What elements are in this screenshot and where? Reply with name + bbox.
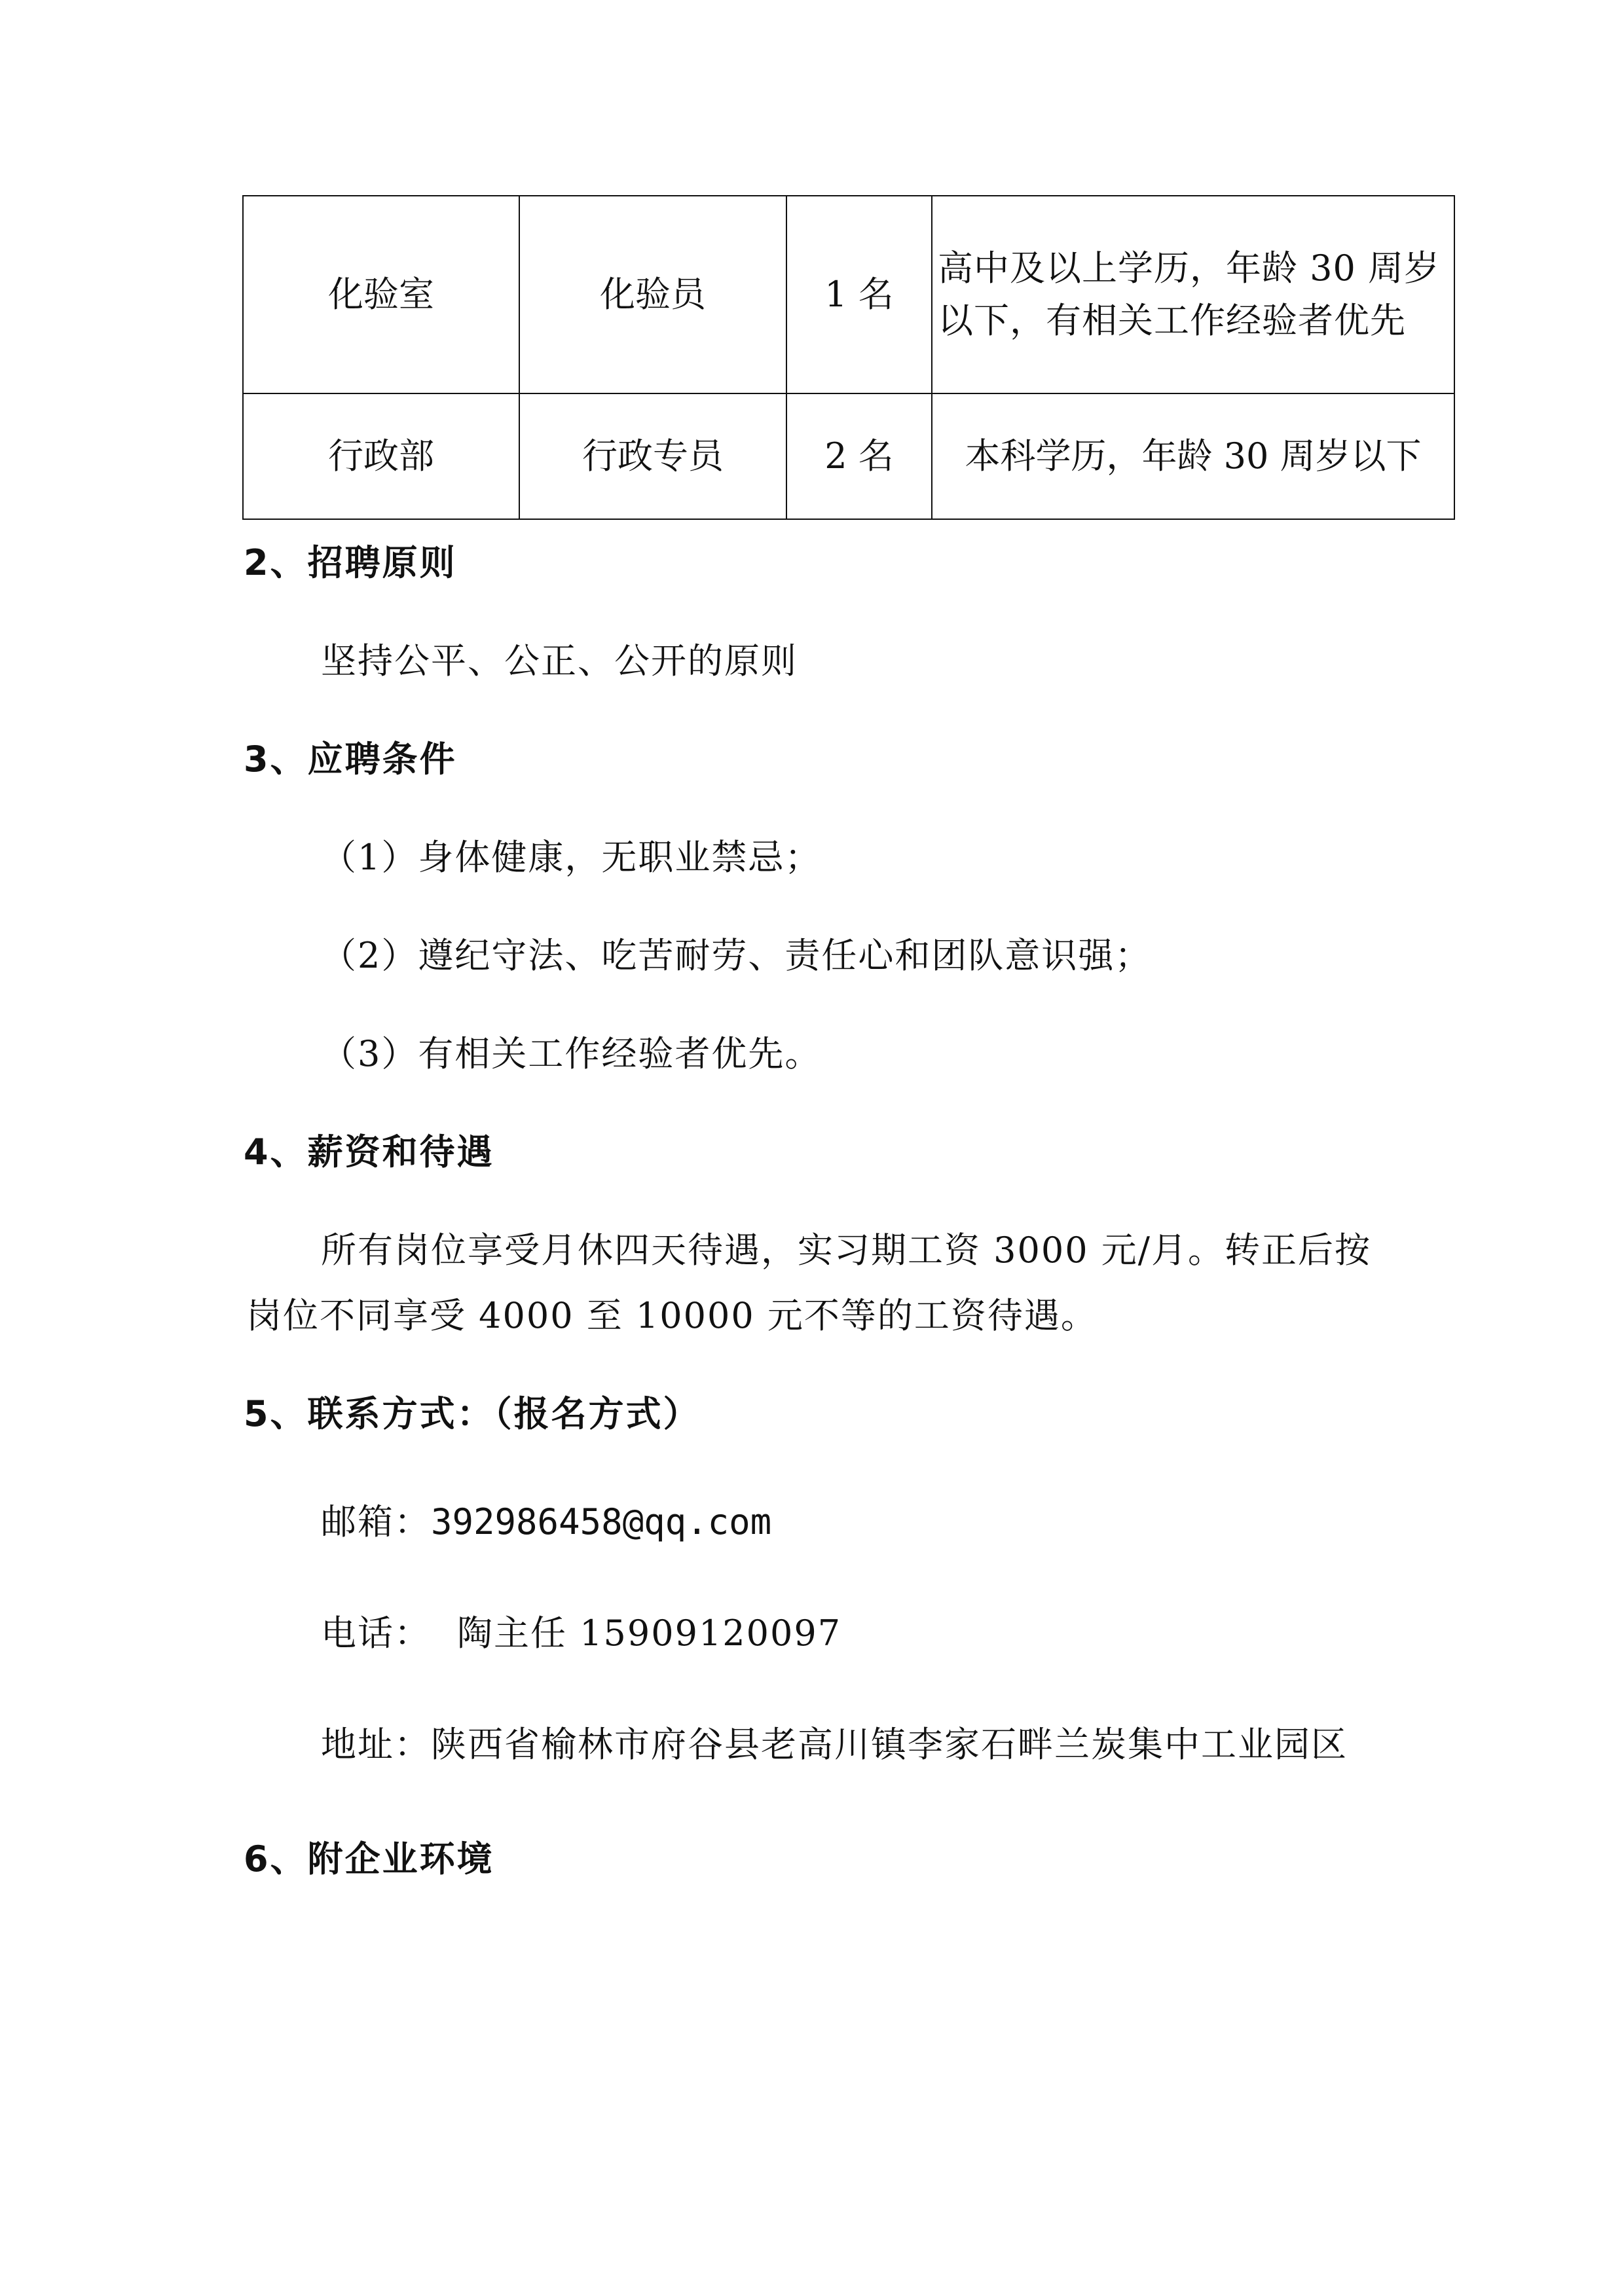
table-row <box>243 196 1454 393</box>
headcount-cell: 1 名 <box>786 196 932 393</box>
headcount-cell: 2 名 <box>786 393 932 519</box>
email-line <box>321 1499 771 1545</box>
section-heading: 3、应聘条件 <box>244 738 457 780</box>
position-cell: 行政专员 <box>519 393 786 519</box>
positions-table <box>242 195 1455 520</box>
email-label: 邮箱： <box>321 1501 431 1542</box>
paragraph-line: 所有岗位享受月休四天待遇，实习期工资 3000 元/月。转正后按 <box>321 1230 1371 1271</box>
department-cell: 化验室 <box>243 196 519 393</box>
address-label: 地址： <box>321 1724 431 1765</box>
phone-line <box>321 1611 841 1656</box>
section-heading: 2、招聘原则 <box>244 542 457 583</box>
department-cell: 行政部 <box>243 393 519 519</box>
list-item: （1）身体健康，无职业禁忌； <box>321 837 822 878</box>
position-cell: 化验员 <box>519 196 786 393</box>
section-heading: 5、联系方式：（报名方式） <box>244 1393 701 1434</box>
list-item: （3）有相关工作经验者优先。 <box>321 1033 822 1074</box>
paragraph-line: 岗位不同享受 4000 至 10000 元不等的工资待遇。 <box>246 1295 1098 1336</box>
email-address: 392986458@qq.com <box>431 1501 772 1542</box>
phone-contact: 陶主任 15909120097 <box>457 1613 842 1654</box>
requirements-line: 高中及以上学历，年龄 30 周岁 <box>938 247 1441 289</box>
section-heading: 6、附企业环境 <box>244 1838 494 1880</box>
address-line <box>321 1722 1348 1768</box>
paragraph: 坚持公平、公正、公开的原则 <box>321 640 798 682</box>
requirements-line: 以下，有相关工作经验者优先 <box>938 300 1406 341</box>
address-text: 陕西省榆林市府谷县老高川镇李家石畔兰炭集中工业园区 <box>431 1724 1348 1765</box>
requirements-cell: 本科学历，年龄 30 周岁以下 <box>932 393 1454 519</box>
phone-label: 电话： <box>321 1613 431 1654</box>
table-row <box>243 393 1454 519</box>
requirements-cell <box>932 196 1454 393</box>
section-heading: 4、薪资和待遇 <box>244 1131 494 1173</box>
list-item: （2）遵纪守法、吃苦耐劳、责任心和团队意识强； <box>321 935 1152 976</box>
